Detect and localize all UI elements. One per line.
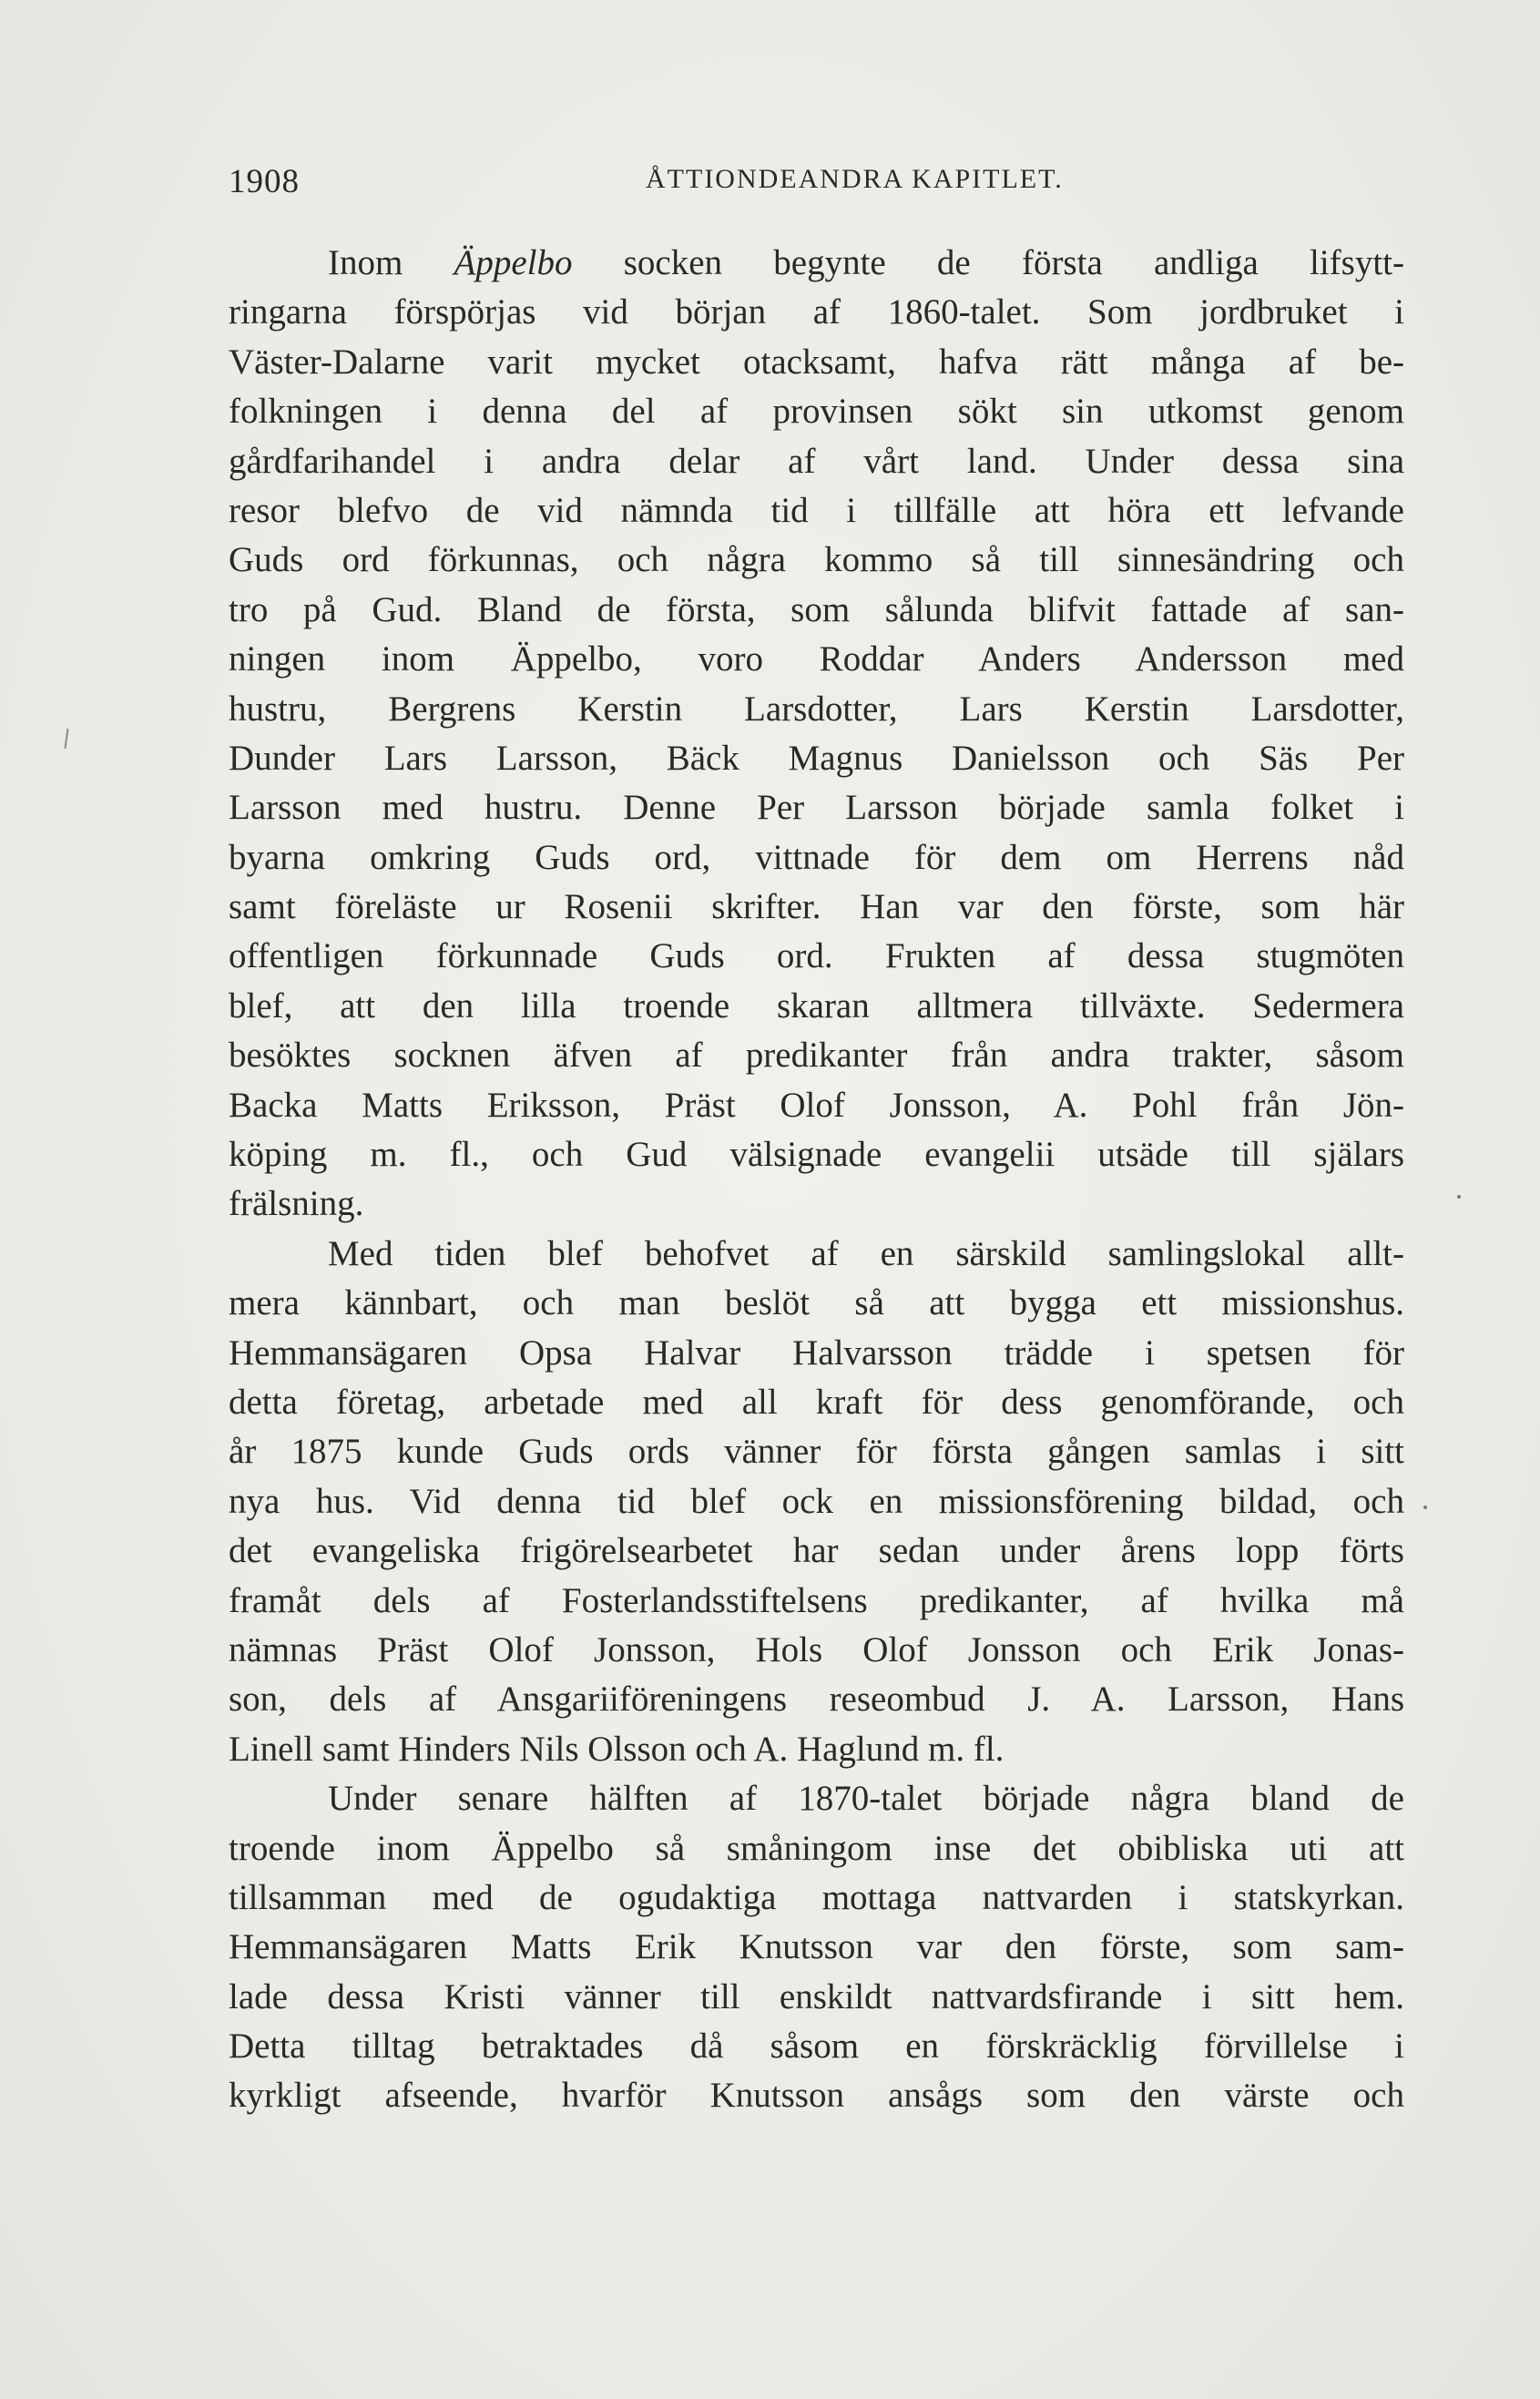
text-line: det evangeliska frigörelsearbetet har sedan under årens lopp förts (229, 1531, 1404, 1571)
text-line: Larsson med hustru. Denne Per Larsson började samla folket i (229, 788, 1404, 828)
text-line: mera kännbart, och man beslöt så att bygga ett missionshus. (229, 1283, 1404, 1323)
text-line: nya hus. Vid denna tid blef ock en missionsförening bildad, och (229, 1481, 1404, 1521)
text-span: socken begynte de första andliga lifsytt- (572, 243, 1404, 282)
text-line: köping m. fl., och Gud välsignade evangelii utsäde till själars (229, 1135, 1404, 1175)
text-line: Linell samt Hinders Nils Olsson och A. Haglund m. fl. (229, 1729, 1005, 1769)
text-line: Väster-Dalarne varit mycket otacksamt, hafva rätt många af be- (229, 342, 1404, 382)
text-line: detta företag, arbetade med all kraft för dess genomförande, och (229, 1382, 1404, 1422)
text-line: framåt dels af Fosterlandsstiftelsens predikanter, af hvilka må (229, 1580, 1404, 1620)
text-line: Detta tilltag betraktades då såsom en förskräcklig förvillelse i (229, 2026, 1404, 2067)
text-line: år 1875 kunde Guds ords vänner för första gången samlas i sitt (229, 1432, 1404, 1472)
text-line: Under senare hälften af 1870-talet började några bland de (328, 1779, 1404, 1819)
text-line: troende inom Äppelbo så småningom inse det obibliska uti att (229, 1828, 1404, 1868)
text-line: tillsamman med de ogudaktiga mottaga nattvarden i statskyrkan. (229, 1877, 1404, 1917)
text-line: frälsning. (229, 1184, 364, 1224)
text-line: besöktes socknen äfven af predikanter från andra trakter, såsom (229, 1036, 1404, 1076)
margin-speck (1457, 1195, 1461, 1199)
running-title: ÅTTIONDEANDRA KAPITLET. (646, 164, 1064, 194)
page-number: 1908 (229, 163, 300, 200)
text-span: Inom (328, 243, 454, 282)
body-text (229, 239, 1404, 2121)
text-line: offentligen förkunnade Guds ord. Frukten af dessa stugmöten (229, 936, 1404, 976)
text-line: Hemmansägaren Matts Erik Knutsson var den förste, som sam- (229, 1927, 1404, 1967)
place-name-italic: Äppelbo (454, 243, 573, 282)
text-line: ringarna förspörjas vid början af 1860-talet. Som jordbruket i (229, 292, 1404, 332)
margin-pencil-mark (64, 729, 68, 749)
text-line: nämnas Präst Olof Jonsson, Hols Olof Jonsson och Erik Jonas- (229, 1629, 1404, 1669)
text-line: Dunder Lars Larsson, Bäck Magnus Danielsson och Säs Per (229, 738, 1404, 778)
text-line: lade dessa Kristi vänner till enskildt nattvardsfirande i sitt hem. (229, 1976, 1404, 2016)
text-line: Med tiden blef behofvet af en särskild samlingslokal allt- (328, 1233, 1404, 1273)
text-line: ningen inom Äppelbo, voro Roddar Anders Andersson med (229, 639, 1404, 679)
margin-speck (1423, 1506, 1427, 1509)
text-line: byarna omkring Guds ord, vittnade för dem om Herrens nåd (229, 837, 1404, 877)
text-line: hustru, Bergrens Kerstin Larsdotter, Lars Kerstin Larsdotter, (229, 689, 1404, 729)
text-line (229, 239, 1404, 288)
text-line: Guds ord förkunnas, och några kommo så till sinnesändring och (229, 540, 1404, 580)
text-line: blef, att den lilla troende skaran alltmera tillväxte. Sedermera (229, 985, 1404, 1026)
text-line: samt föreläste ur Rosenii skrifter. Han var den förste, som här (229, 887, 1404, 927)
text-line: kyrkligt afseende, hvarför Knutsson ansågs som den värste och (229, 2076, 1404, 2116)
text-line: gårdfarihandel i andra delar af vårt land. Under dessa sina (229, 441, 1404, 481)
text-line: Hemmansägaren Opsa Halvar Halvarsson trädde i spetsen för (229, 1332, 1404, 1373)
text-line: folkningen i denna del af provinsen sökt sin utkomst genom (229, 392, 1404, 432)
page-header (229, 162, 1404, 208)
text-line: resor blefvo de vid nämnda tid i tillfälle att höra ett lefvande (229, 490, 1404, 530)
text-line: son, dels af Ansgariiföreningens reseombud J. A. Larsson, Hans (229, 1679, 1404, 1720)
text-line: tro på Gud. Bland de första, som sålunda blifvit fattade af san- (229, 589, 1404, 629)
text-line: Backa Matts Eriksson, Präst Olof Jonsson, A. Pohl från Jön- (229, 1085, 1404, 1125)
